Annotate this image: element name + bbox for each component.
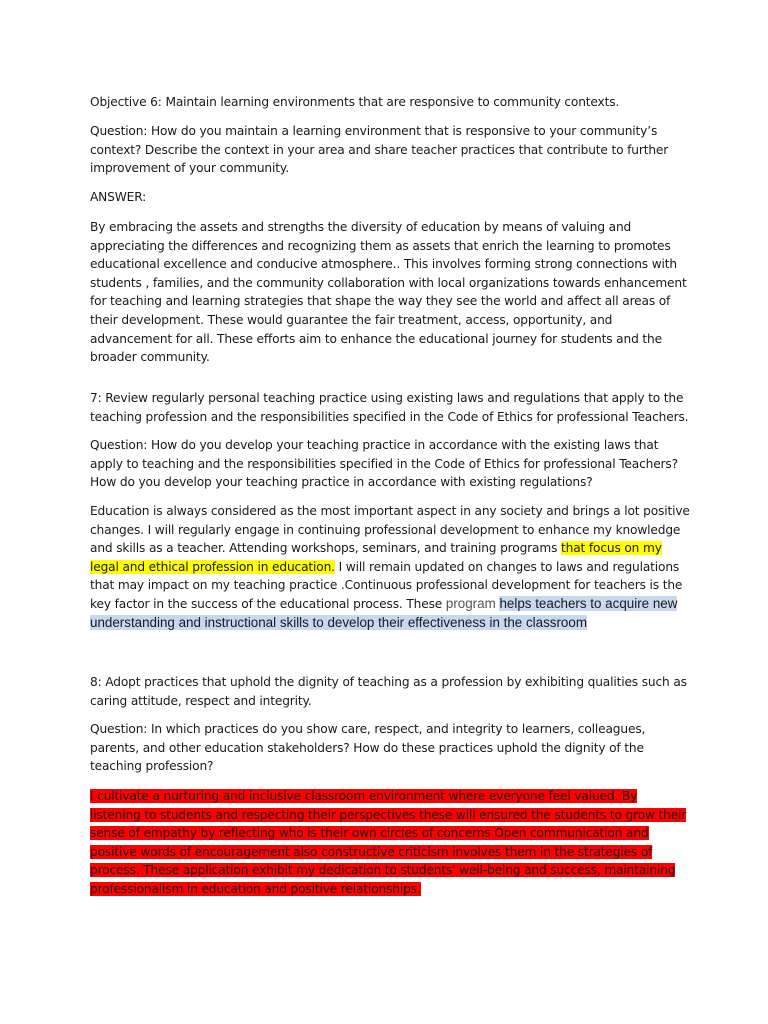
blue-highlight-text: helps teachers to acquire new understanding and instructional skills to develop their effectiveness in the classroom	[90, 595, 678, 630]
objective-6-answer: By embracing the assets and strengths the diversity of education by means of valuing and appreciating the differences and recognizing them as assets that enrich the learning to promotes educational excellence and conducive atmosphere.. This involves forming strong connections with students , families, and the community collaboration with local organizations towards enhancement for teaching and learning strategies that shape the way they see the world and affect all areas of their development. These would guarantee the fair treatment, access, opportunity, and advancement for all. These efforts aim to enhance the educational journey for students and the broader community.	[90, 220, 687, 365]
objective-6-question: Question: How do you maintain a learning environment that is responsive to your community’s context? Describe the context in your area and share teacher practices that contribute to further improvement of your community.	[90, 124, 669, 176]
answer-text-continued: I will remain updated on changes to laws and regulations that may impact on my teaching practice .Continuous professional development for teachers is the key factor in the success of the educational process. These	[90, 559, 683, 611]
objective-8-heading: 8: Adopt practices that uphold the dignity of teaching as a profession by exhibiting qualities such as caring attitude, respect and integrity.	[90, 675, 687, 708]
objective-8-answer	[90, 787, 690, 899]
objective-6-heading: Objective 6: Maintain learning environments that are responsive to community contexts.	[90, 95, 620, 109]
red-highlight-text: I cultivate a nurturing and inclusive classroom environment where everyone feel valued. By listening to students and respecting their perspectives these will ensured the students to grow their sense of empathy by reflecting who is their own circles of concerns Open communication and positive words of encouragement also constructive criticism involves them in the strategies of process. These application exhibit my dedication to students' well-being and success, maintaining professionalism in education and positive relationships.	[90, 789, 687, 896]
answer-text: Education is always considered as the most important aspect in any society and brings a lot positive changes. I will regularly engage in continuing professional development to enhance my knowledge and skills as a teacher. Attending workshops, seminars, and training programs	[90, 504, 690, 556]
objective-8-question: Question: In which practices do you show care, respect, and integrity to learners, colleagues, parents, and other education stakeholders? How do these practices uphold the dignity of the teaching profession?	[90, 722, 646, 774]
program-word: program	[445, 595, 496, 611]
objective-7-question: Question: How do you develop your teaching practice in accordance with the existing laws that apply to teaching and the responsibilities specified in the Code of Ethics for professional Teachers? How do you develop your teaching practice in accordance with existing regulations?	[90, 438, 678, 490]
answer-label: ANSWER:	[90, 190, 147, 204]
objective-7-answer	[90, 502, 690, 632]
objective-7-heading: 7: Review regularly personal teaching practice using existing laws and regulations that apply to the teaching profession and the responsibilities specified in the Code of Ethics for professional Teachers.	[90, 391, 689, 424]
yellow-highlight-text: that focus on my legal and ethical profession in education.	[90, 541, 662, 574]
